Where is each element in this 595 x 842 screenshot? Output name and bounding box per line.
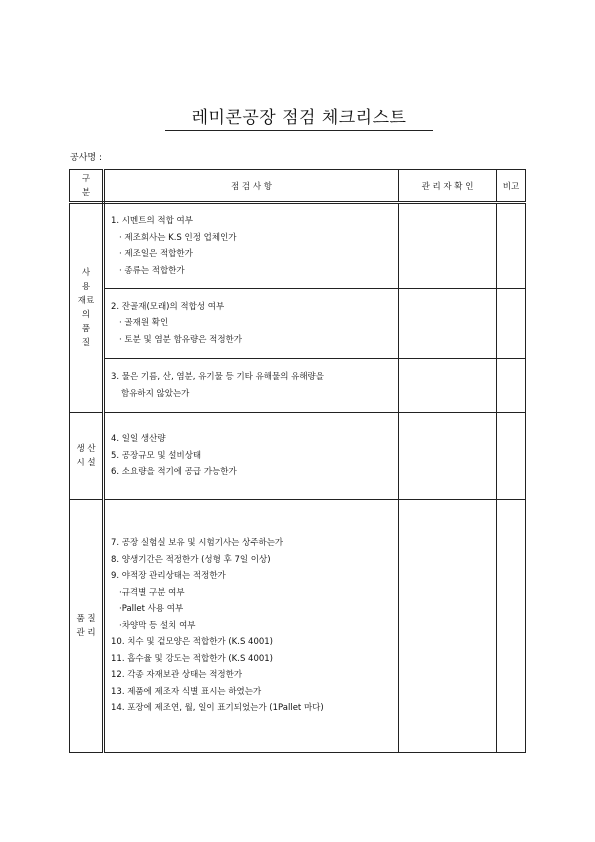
check-item: 3. 물은 기름, 산, 염분, 유기물 등 기타 유해물의 유해량을 — [111, 372, 324, 382]
category-line: 생 산 — [76, 444, 96, 454]
check-item: 4. 일일 생산량 — [111, 434, 166, 445]
header-note: 비고 — [497, 170, 526, 203]
header-items: 점 검 사 항 — [104, 170, 399, 203]
check-item: 8. 양생기간은 적정한가 (성형 후 7일 이상) — [111, 554, 271, 565]
check-item: 13. 제품에 제조자 식별 표시는 하였는가 — [111, 686, 262, 697]
table-row — [70, 359, 526, 413]
note-cell[interactable] — [497, 500, 526, 753]
check-subitem: · 종류는 적합한가 — [119, 265, 185, 276]
category-material-quality — [70, 203, 104, 413]
check-item: 9. 야적장 관리상태는 적정한가 — [111, 571, 226, 582]
table-row — [70, 413, 526, 500]
site-name-label: 공사명 : — [70, 153, 102, 163]
header-confirm: 관 리 자 확 인 — [399, 170, 497, 203]
check-subitem: · 제조회사는 K.S 인정 업체인가 — [119, 232, 237, 243]
manager-confirm-cell[interactable] — [399, 500, 497, 753]
check-subitem: ·규격별 구분 여부 — [119, 587, 185, 598]
note-cell[interactable] — [497, 203, 526, 289]
category-line: 사 — [81, 268, 91, 278]
manager-confirm-cell[interactable] — [399, 289, 497, 359]
category-line: 재료 — [77, 296, 95, 306]
header-category-bottom: 분 — [81, 187, 91, 198]
check-item: 6. 소요량을 적기에 공급 가능한가 — [111, 467, 237, 478]
title-underline — [165, 130, 433, 131]
category-line: 관 리 — [76, 628, 96, 638]
check-subitem: ·차양막 등 설치 여부 — [119, 620, 196, 631]
check-item-cell — [104, 289, 399, 359]
page-title: 레미콘공장 점검 체크리스트 — [191, 108, 407, 128]
manager-confirm-cell[interactable] — [399, 203, 497, 289]
check-subitem: · 골재원 확인 — [119, 318, 169, 329]
check-item: 2. 잔골재(모래)의 적합성 여부 — [111, 301, 225, 312]
note-cell[interactable] — [497, 413, 526, 500]
check-item: 1. 시멘트의 적합 여부 — [111, 216, 193, 226]
manager-confirm-cell[interactable] — [399, 359, 497, 413]
check-item-cell — [104, 413, 399, 500]
category-line: 시 설 — [76, 458, 96, 468]
check-subitem: ·Pallet 사용 여부 — [119, 604, 184, 615]
check-item: 10. 치수 및 겉모양은 적합한가 (K.S 4001) — [111, 637, 273, 648]
header-category-top: 구 — [81, 173, 91, 184]
check-item: 12. 각종 자재보관 상태는 적정한가 — [111, 670, 243, 681]
category-line: 의 — [81, 310, 91, 320]
check-item: 5. 공장규모 및 설비상태 — [111, 450, 202, 461]
category-line: 용 — [81, 282, 91, 292]
check-subitem: · 제조일은 적합한가 — [119, 249, 193, 259]
header-category — [70, 170, 104, 203]
check-item: 11. 흡수율 및 강도는 적합한가 (K.S 4001) — [111, 653, 273, 664]
category-line: 질 — [81, 338, 91, 348]
note-cell[interactable] — [497, 289, 526, 359]
check-subitem: · 토분 및 염분 함유량은 적정한가 — [119, 334, 242, 345]
category-line: 품 — [81, 324, 91, 334]
check-item-cell — [104, 359, 399, 413]
table-row — [70, 500, 526, 753]
table-header-row — [70, 170, 526, 203]
check-item: 14. 포장에 제조연, 월, 일이 표기되었는가 (1Pallet 마다) — [111, 703, 324, 714]
note-cell[interactable] — [497, 359, 526, 413]
category-line: 품 질 — [76, 614, 96, 624]
table-row — [70, 203, 526, 289]
check-item: 7. 공장 실험실 보유 및 시험기사는 상주하는가 — [111, 538, 284, 549]
check-item-cell — [104, 203, 399, 289]
check-item-cell — [104, 500, 399, 753]
manager-confirm-cell[interactable] — [399, 413, 497, 500]
category-production-facility — [70, 413, 104, 500]
check-item-continuation: 함유하지 않았는가 — [121, 388, 190, 399]
table-row — [70, 289, 526, 359]
checklist-table — [69, 169, 526, 753]
category-quality-control — [70, 500, 104, 753]
